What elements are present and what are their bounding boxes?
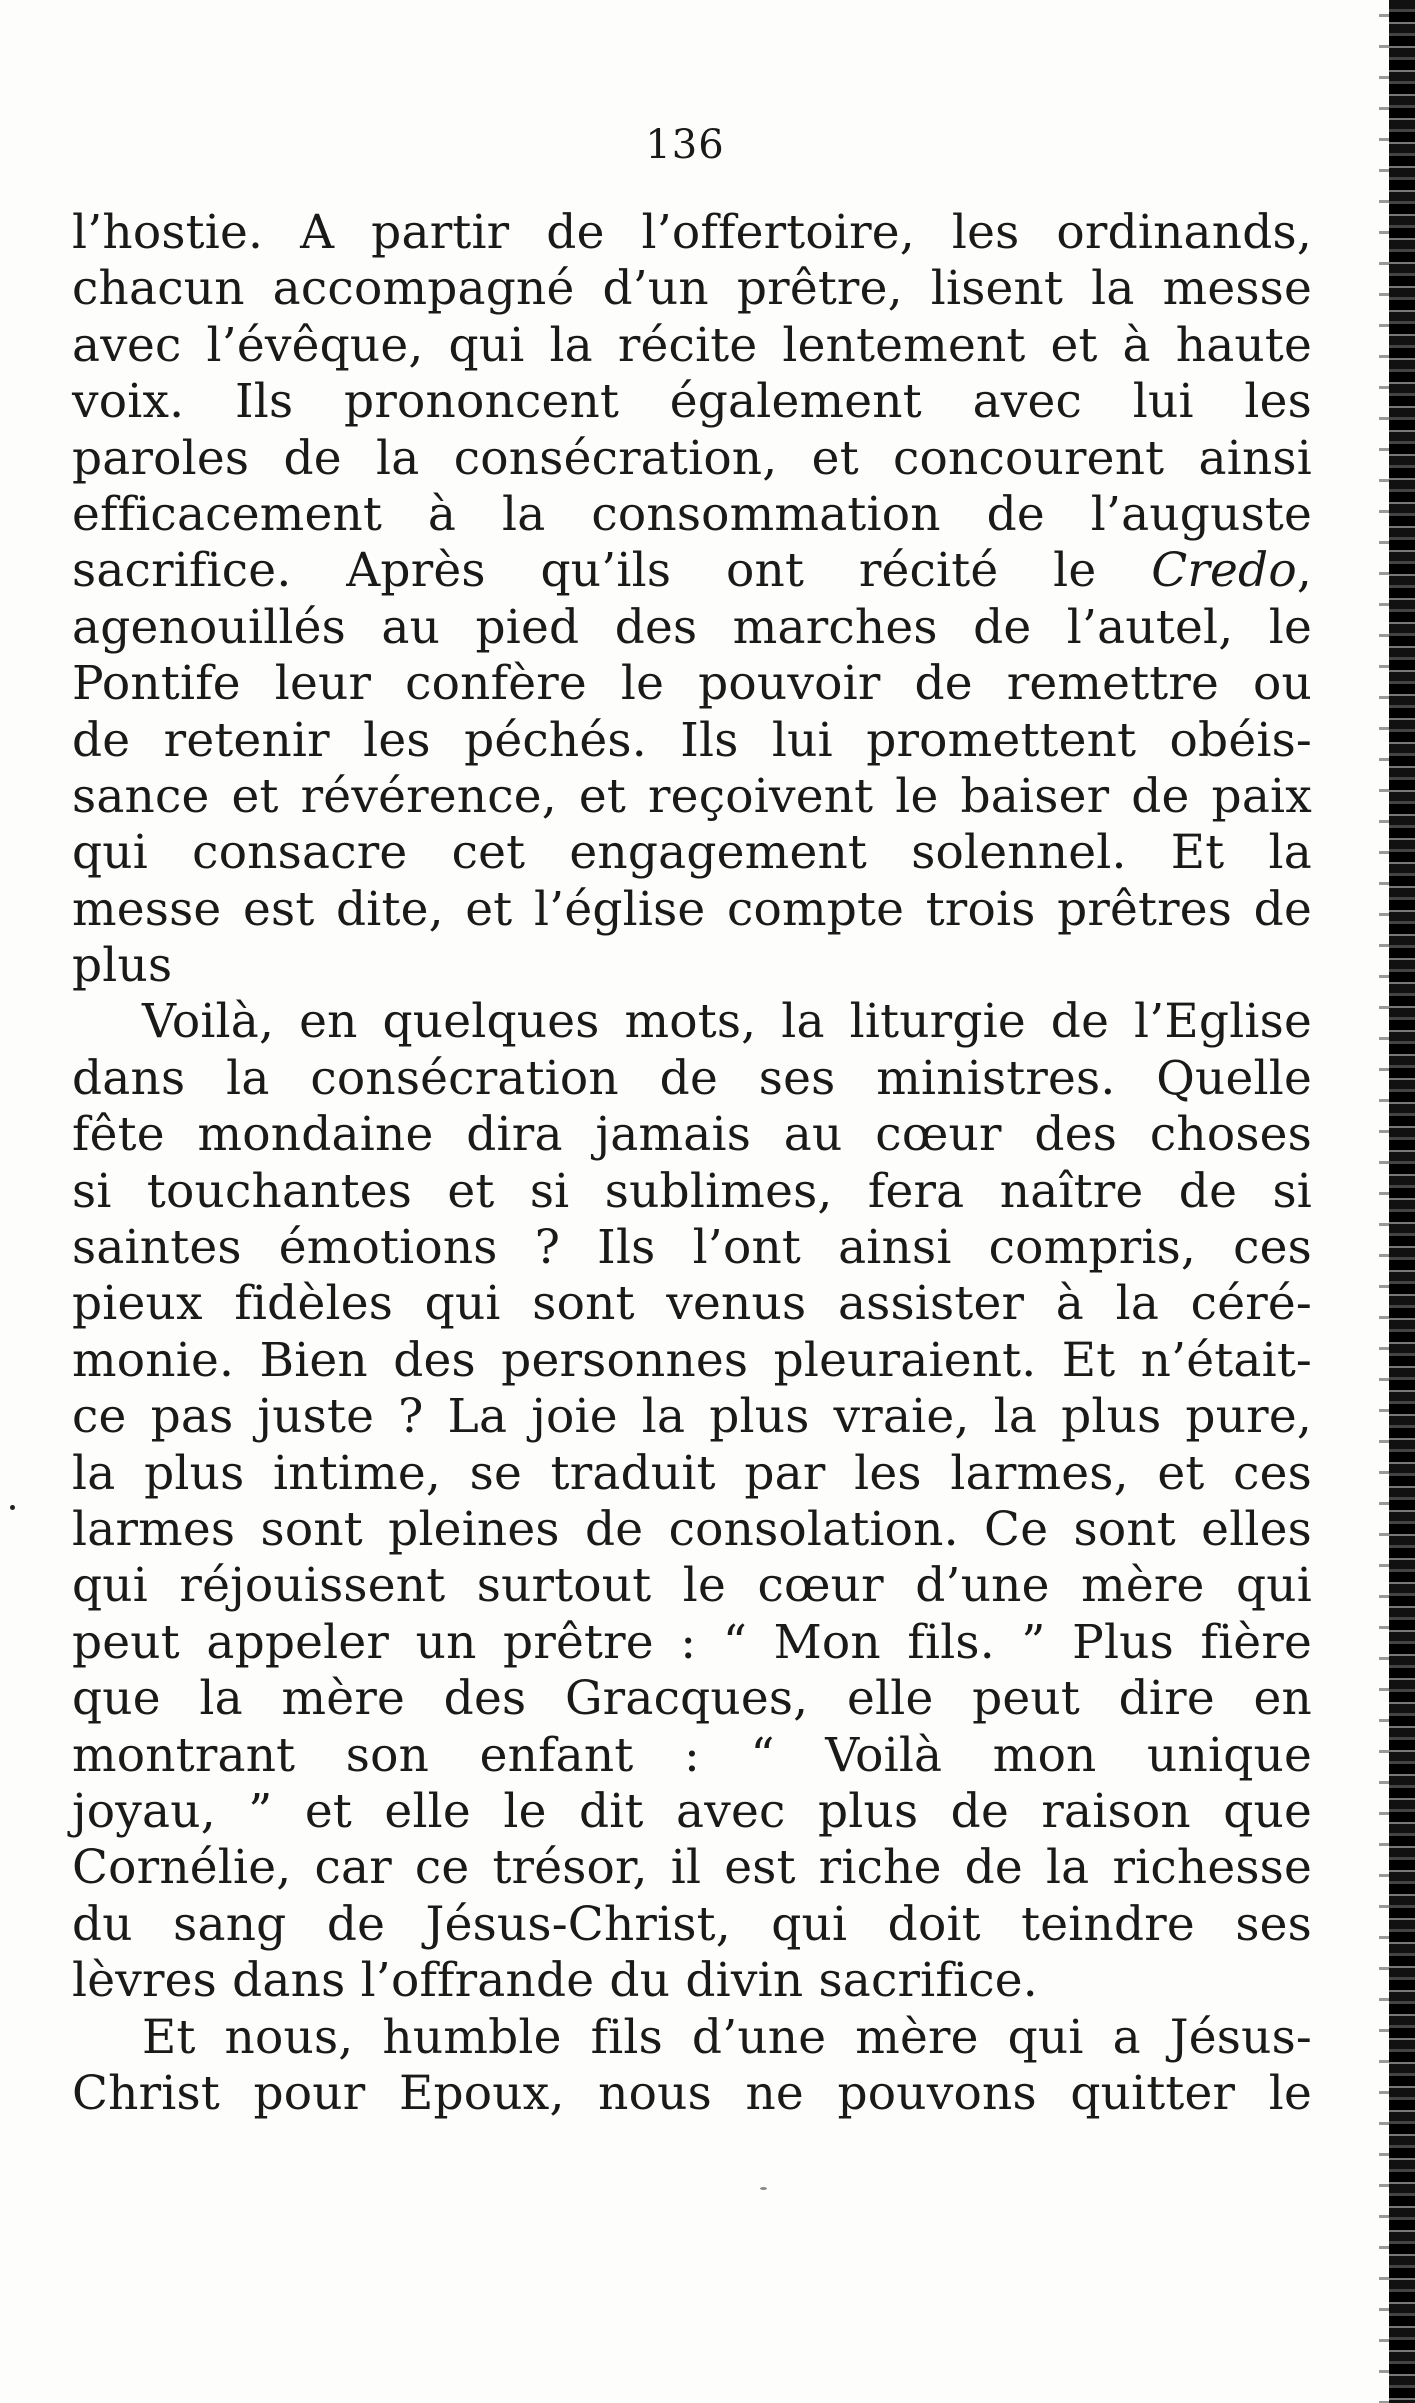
- text-line: ce pas juste ? La joie la plus vraie, la plus pure,: [72, 1389, 1312, 1445]
- text-line: Christ pour Epoux, nous ne pouvons quitter le: [72, 2065, 1312, 2121]
- body-text: [72, 205, 1312, 2122]
- text-line: qui consacre cet engagement solennel. Et la: [72, 825, 1312, 881]
- text-line: si touchantes et si sublimes, fera naître de si: [72, 1163, 1312, 1219]
- text-line: paroles de la consécration, et concourent ainsi: [72, 430, 1312, 486]
- text-line: plus: [72, 938, 173, 994]
- text-line: lèvres dans l’offrande du divin sacrifice.: [72, 1953, 1038, 2009]
- text-line: montrant son enfant : “ Voilà mon unique: [72, 1727, 1312, 1783]
- page-number: 136: [645, 122, 725, 168]
- text-line: efficacement à la consommation de l’auguste: [72, 486, 1312, 542]
- text-line: Cornélie, car ce trésor, il est riche de la richesse: [72, 1840, 1312, 1896]
- text-line: l’hostie. A partir de l’offertoire, les ordinands,: [72, 205, 1312, 260]
- text-line: sance et révérence, et reçoivent le baiser de paix: [72, 768, 1312, 824]
- text-line: Voilà, en quelques mots, la liturgie de l’Eglise: [142, 994, 1312, 1050]
- text-line: Et nous, humble fils d’une mère qui a Jésus-: [142, 2009, 1312, 2065]
- scan-speck: [760, 2187, 767, 2190]
- text-line: messe est dite, et l’église compte trois prêtres de: [72, 881, 1312, 937]
- text-line: sacrifice. Après qu’ils ont récité le Credo,: [72, 543, 1312, 599]
- text-line: agenouillés au pied des marches de l’autel, le: [72, 599, 1312, 655]
- text-line: joyau, ” et elle le dit avec plus de raison que: [72, 1783, 1312, 1839]
- text-line: fête mondaine dira jamais au cœur des choses: [72, 1107, 1312, 1163]
- scan-speck: [10, 1505, 15, 1510]
- text-line: pieux fidèles qui sont venus assister à la céré-: [72, 1276, 1312, 1332]
- text-line: qui réjouissent surtout le cœur d’une mère qui: [72, 1558, 1312, 1614]
- text-line: monie. Bien des personnes pleuraient. Et n’était-: [72, 1332, 1312, 1388]
- text-line: du sang de Jésus-Christ, qui doit teindre ses: [72, 1896, 1312, 1952]
- text-line: saintes émotions ? Ils l’ont ainsi compris, ces: [72, 1220, 1312, 1276]
- text-line: peut appeler un prêtre : “ Mon fils. ” Plus fière: [72, 1614, 1312, 1670]
- page-edge-border: [1389, 0, 1415, 2403]
- text-line: larmes sont pleines de consolation. Ce sont elles: [72, 1501, 1312, 1557]
- text-line: de retenir les péchés. Ils lui promettent obéis-: [72, 712, 1312, 768]
- text-line: Pontife leur confère le pouvoir de remettre ou: [72, 656, 1312, 712]
- text-line: la plus intime, se traduit par les larmes, et ces: [72, 1445, 1312, 1501]
- page-edge-shadow: [1379, 0, 1389, 2403]
- text-line: avec l’évêque, qui la récite lentement et à haute: [72, 317, 1312, 373]
- italic-word: Credo: [1151, 543, 1297, 599]
- text-line: que la mère des Gracques, elle peut dire en: [72, 1671, 1312, 1727]
- text-line: dans la consécration de ses ministres. Quelle: [72, 1050, 1312, 1106]
- text-line: chacun accompagné d’un prêtre, lisent la messe: [72, 261, 1312, 317]
- text-line: voix. Ils prononcent également avec lui les: [72, 374, 1312, 430]
